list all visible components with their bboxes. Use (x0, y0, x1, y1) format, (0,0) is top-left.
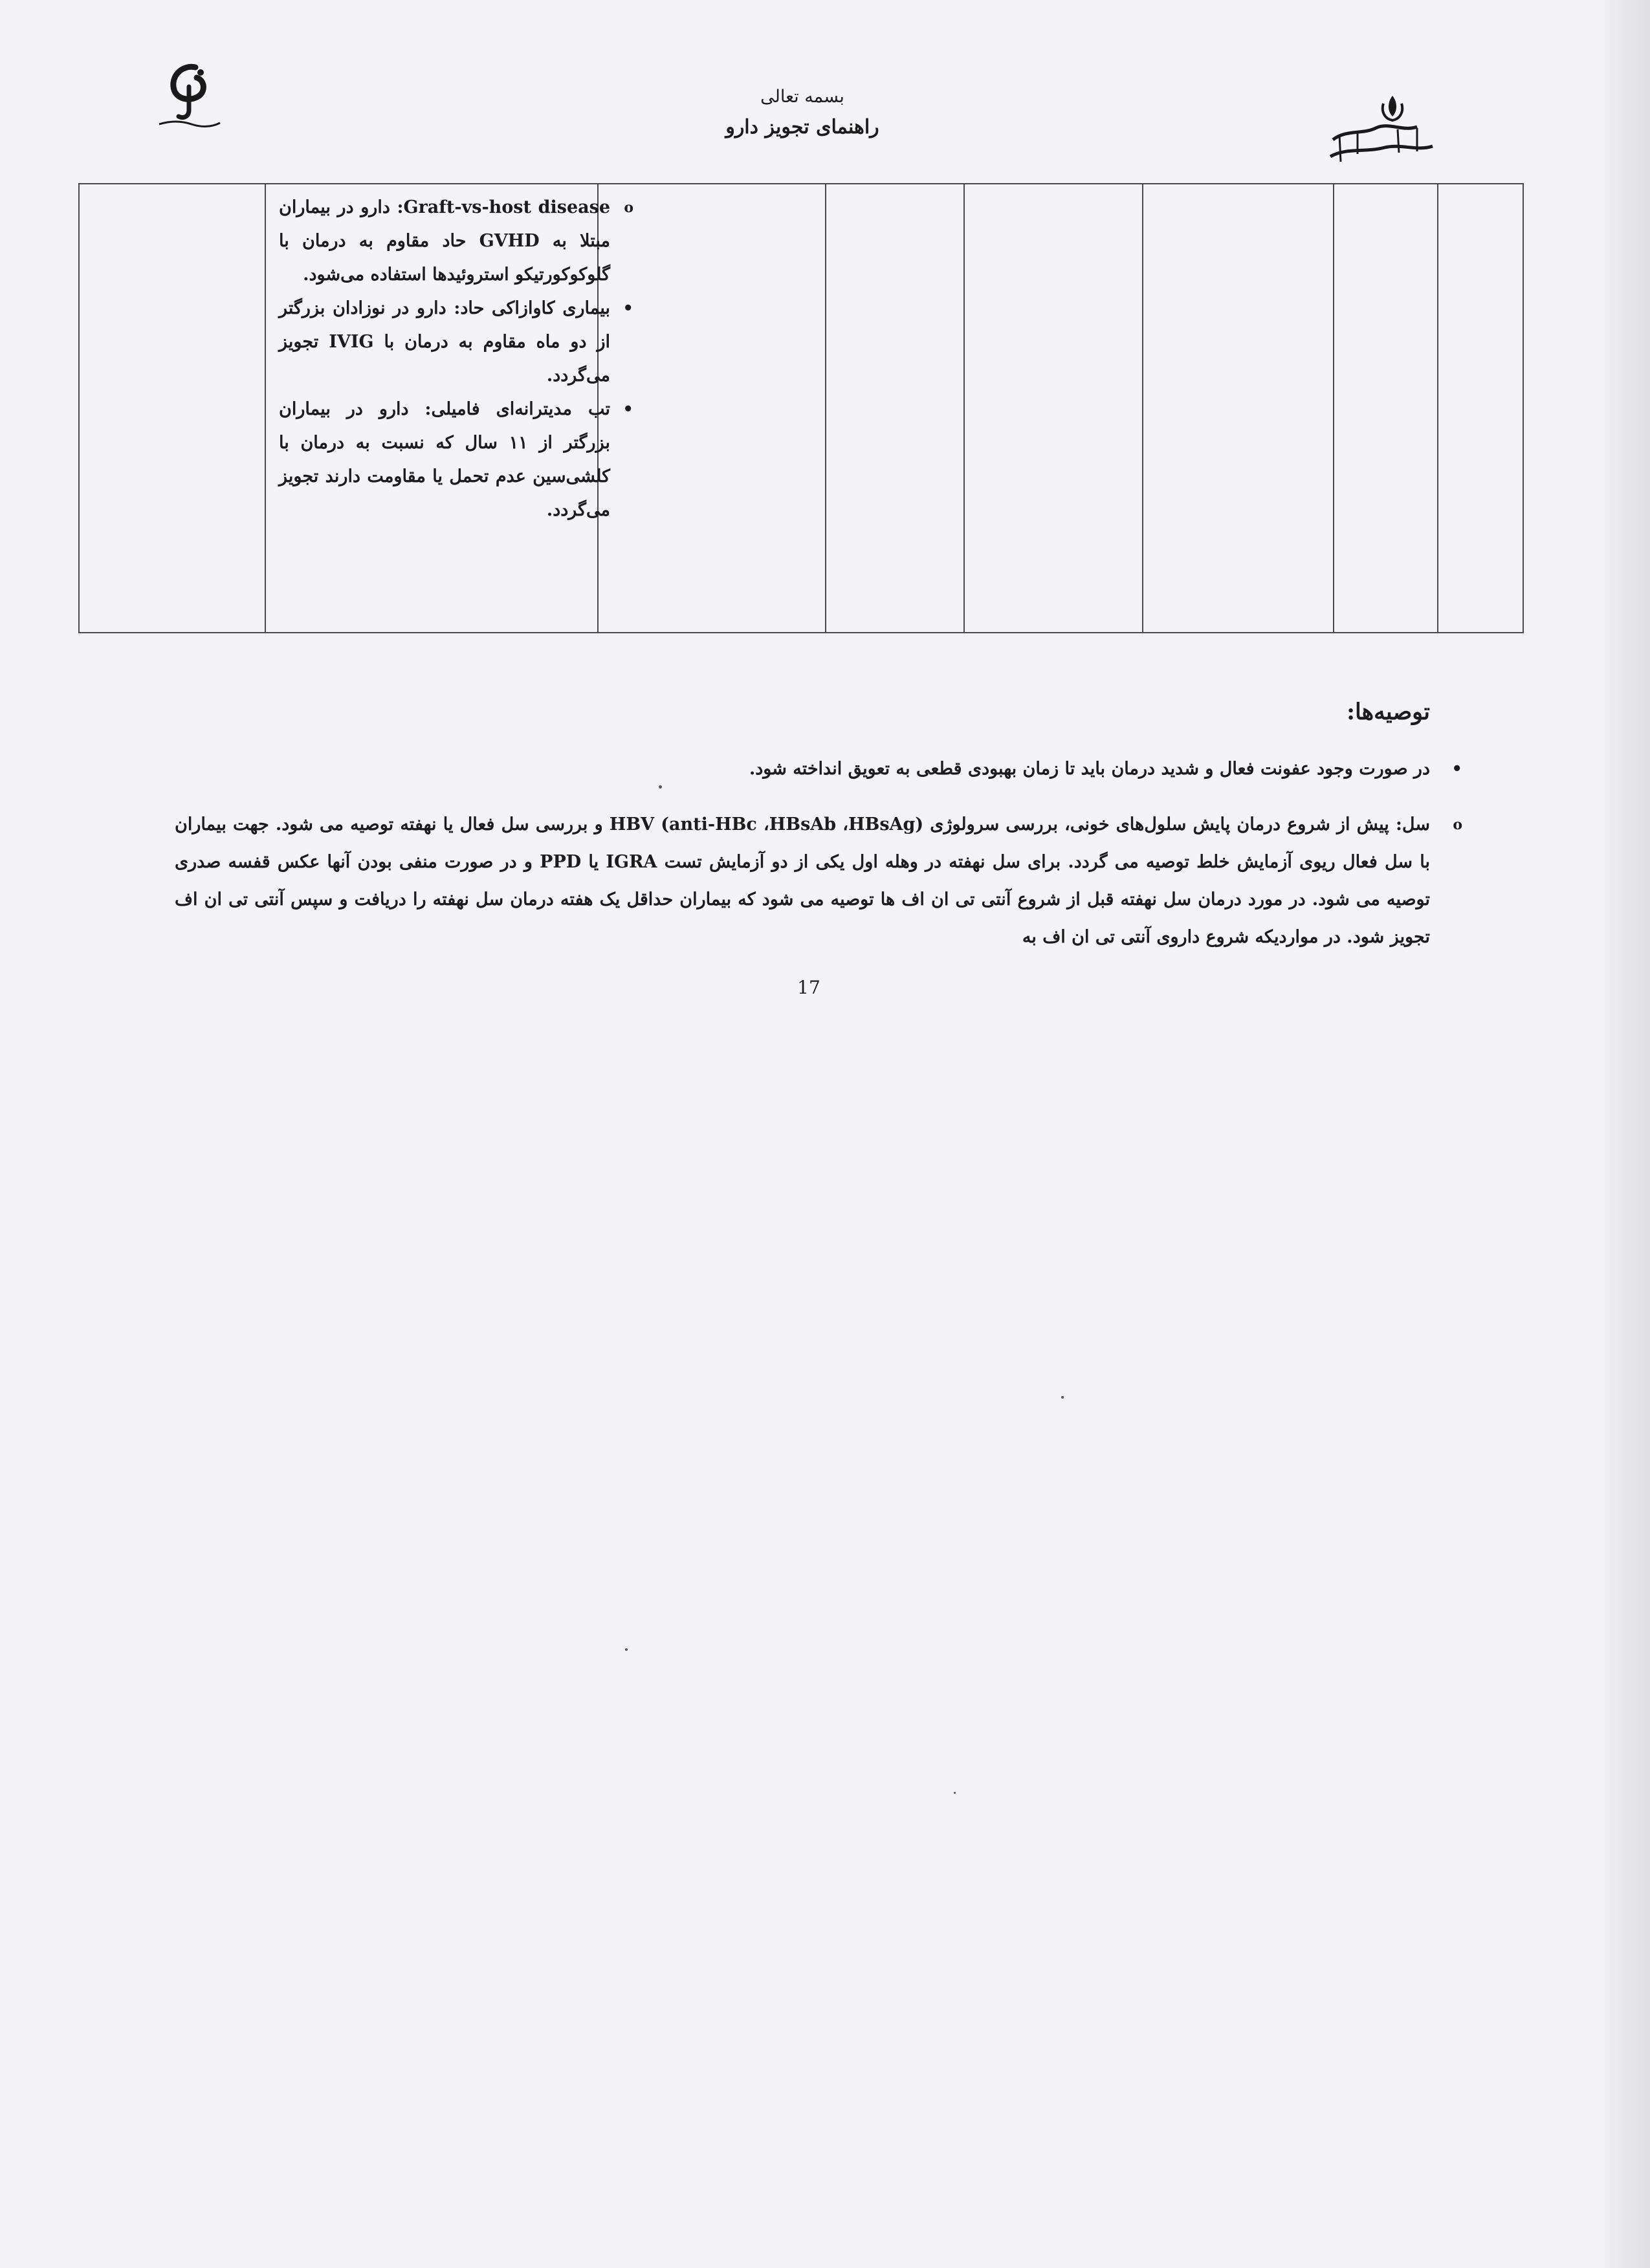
scan-edge-shadow (1605, 0, 1650, 2268)
table-column-divider (265, 184, 266, 632)
scan-speck (1061, 1396, 1064, 1399)
table-column-divider (1437, 184, 1438, 632)
ministry-emblem-icon (1326, 89, 1436, 170)
vice-chancellor-logo-icon (150, 60, 228, 137)
scan-speck (625, 1648, 628, 1651)
page-number: 17 (797, 977, 820, 998)
recommendations-heading: توصیه‌ها: (1347, 699, 1430, 725)
indications-cell (267, 184, 653, 632)
indication-item: • تب مدیترانه‌ای فامیلی: دارو در بیماران بزرگتر از ۱۱ سال که نسبت به درمان با کلشی‌سین عدم تحمل یا مقاومت دارند تجویز می‌گردد. (279, 393, 610, 527)
scan-speck (659, 785, 662, 789)
recommendation-item: o سل: پیش از شروع درمان پایش سلول‌های خونی، بررسی سرولوژی HBV (anti-HBc ،HBsAb ،HBsAg) و بررسی سل فعال یا نهفته توصیه می شود. جهت بیماران با سل فعال ریوی آزمایش خلط توصیه می گردد. برای سل نهفته در وهله اول یکی از دو آزمایش تست IGRA یا PPD و در صورت منفی بودن آنها عکس قفسه صدری توصیه می شود. در مورد درمان سل نهفته قبل از شروع آنتی تی ان اف ها توصیه می شود که بیماران حداقل یک هفته درمان سل نهفته را دریافت و سپس آنتی تی ان اف تجویز شود. در مواردیکه شروع داروی آنتی تی ان اف به (175, 806, 1430, 956)
indications-list (279, 191, 633, 527)
recommendation-item: • در صورت وجود عفونت فعال و شدید درمان باید تا زمان بهبودی قطعی به تعویق انداخته شود. (175, 750, 1430, 788)
page-header (647, 83, 958, 144)
table-column-divider (825, 184, 826, 632)
indication-item: • بیماری کاوازاکی حاد: دارو در نوزادان بزرگتر از دو ماه مقاوم به درمان با IVIG تجویز می‌گردد. (279, 292, 610, 393)
recommendations-list (175, 750, 1462, 956)
drug-guide-table (78, 183, 1524, 633)
scan-speck (954, 1792, 956, 1794)
table-column-divider (963, 184, 965, 632)
indication-item: o Graft-vs-host disease: دارو در بیماران مبتلا به GVHD حاد مقاوم به درمان با گلوکوکورتیکو استروئیدها استفاده می‌شود. (279, 191, 610, 292)
header-title: راهنمای تجویز دارو (725, 116, 879, 138)
table-column-divider (1333, 184, 1334, 632)
table-column-divider (1142, 184, 1143, 632)
header-invocation: بسمه تعالی (760, 87, 844, 107)
